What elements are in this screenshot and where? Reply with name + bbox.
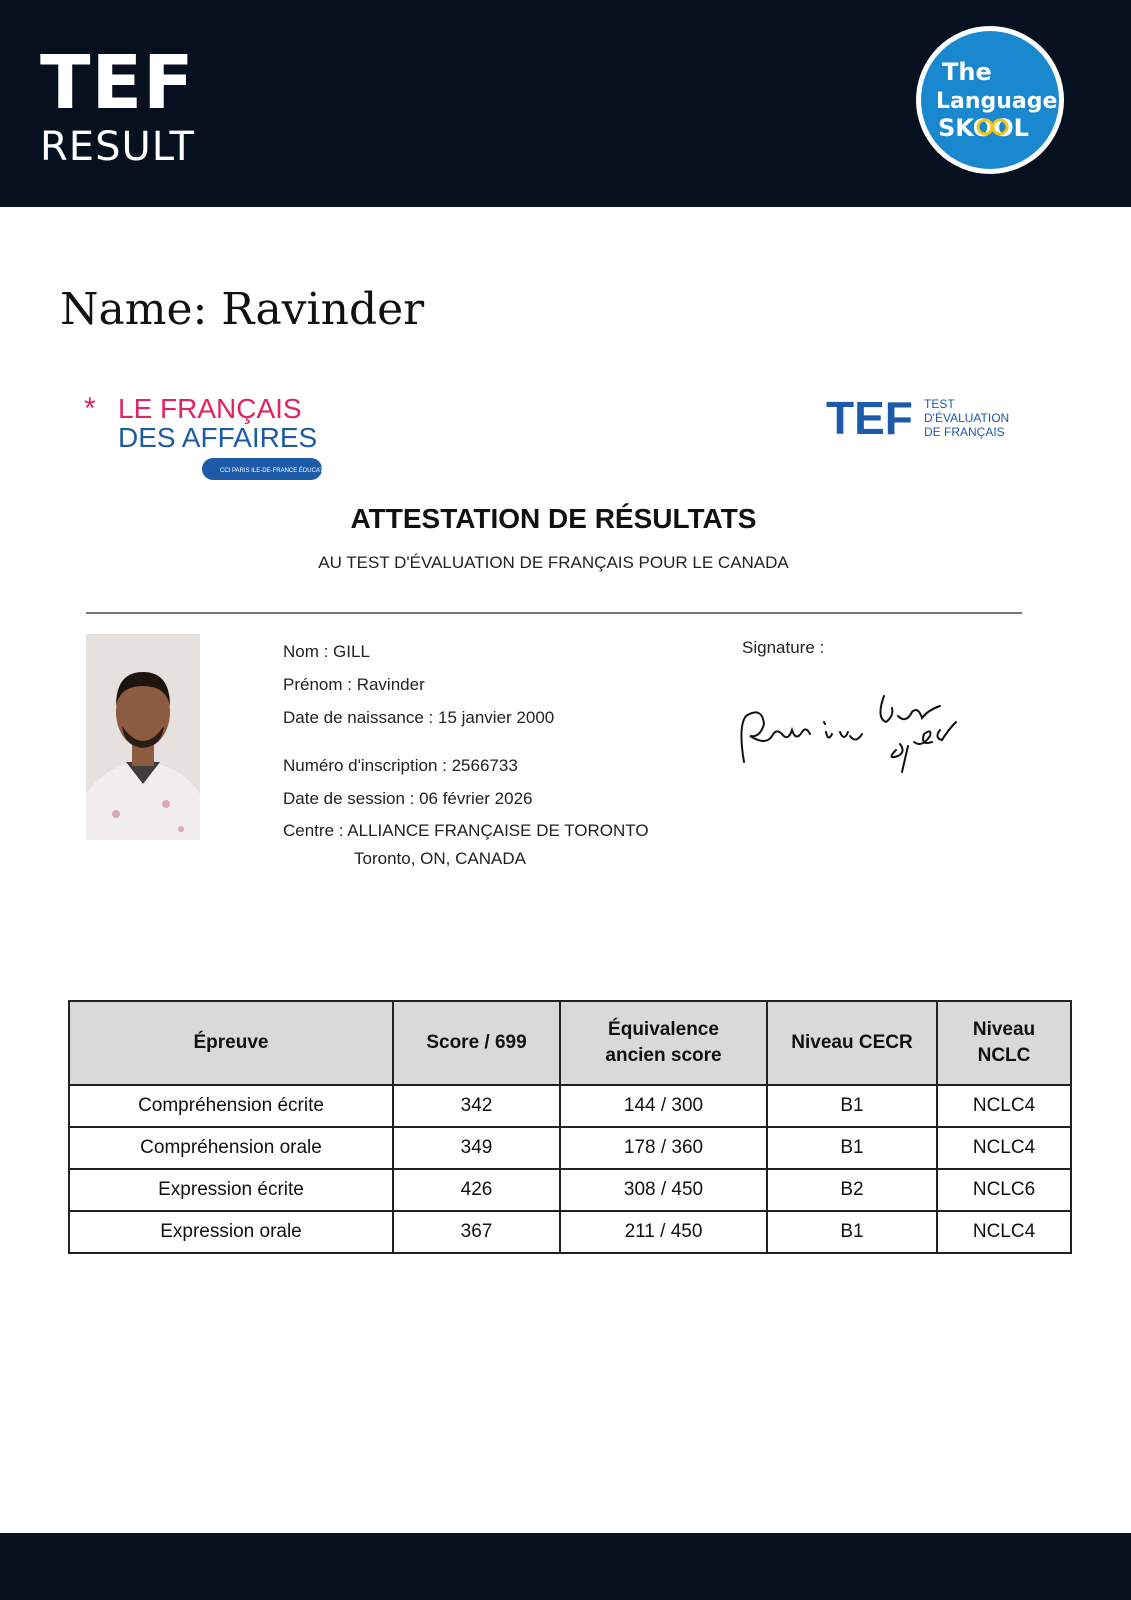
candidate-name-heading: Name: Ravinder	[60, 284, 425, 335]
cell-score: 367	[393, 1211, 560, 1253]
candidate-photo	[86, 634, 200, 840]
cell-equivalence: 308 / 450	[560, 1169, 767, 1211]
cell-epreuve: Expression orale	[69, 1211, 393, 1253]
header-banner	[0, 0, 1131, 207]
header-niveau-nclc: Niveau NCLC	[937, 1001, 1071, 1085]
header-niveau-cecr: Niveau CECR	[767, 1001, 937, 1085]
table-row	[69, 1127, 1071, 1169]
field-nom: Nom : GILL	[283, 642, 370, 661]
cell-equivalence: 178 / 360	[560, 1127, 767, 1169]
cell-epreuve: Compréhension orale	[69, 1127, 393, 1169]
language-skool-logo	[914, 24, 1066, 176]
cell-score: 426	[393, 1169, 560, 1211]
tef-mark: TEF	[826, 394, 913, 442]
signature-label: Signature :	[742, 638, 825, 657]
cell-cecr: B2	[767, 1169, 937, 1211]
tef-logo-line3: DE FRANÇAIS	[924, 425, 1005, 439]
cell-score: 342	[393, 1085, 560, 1127]
table-row	[69, 1211, 1071, 1253]
header-subtitle: RESULT	[40, 124, 195, 170]
lfa-line1: LE FRANÇAIS	[118, 393, 302, 424]
cell-equivalence: 144 / 300	[560, 1085, 767, 1127]
lfa-line2: DES AFFAIRES	[118, 422, 318, 453]
field-prenom: Prénom : Ravinder	[283, 675, 425, 694]
attestation-subtitle: AU TEST D'ÉVALUATION DE FRANÇAIS POUR LE CANADA	[318, 553, 789, 572]
cell-epreuve: Compréhension écrite	[69, 1085, 393, 1127]
cell-equivalence: 211 / 450	[560, 1211, 767, 1253]
header-title: TEF	[40, 40, 195, 126]
tef-logo-line1: TEST	[924, 397, 955, 411]
cell-epreuve: Expression écrite	[69, 1169, 393, 1211]
field-centre-city: Toronto, ON, CANADA	[354, 849, 526, 868]
results-table	[68, 1000, 1072, 1254]
field-centre: Centre : ALLIANCE FRANÇAISE DE TORONTO	[283, 821, 649, 840]
field-numero-inscription: Numéro d'inscription : 2566733	[283, 756, 518, 775]
table-row	[69, 1169, 1071, 1211]
cell-nclc: NCLC4	[937, 1127, 1071, 1169]
cell-nclc: NCLC4	[937, 1211, 1071, 1253]
cell-nclc: NCLC6	[937, 1169, 1071, 1211]
tef-logo-line2: D'ÉVALUATION	[924, 411, 1010, 425]
cell-cecr: B1	[767, 1211, 937, 1253]
header-equivalence: Équivalence ancien score	[560, 1001, 767, 1085]
cell-cecr: B1	[767, 1085, 937, 1127]
cell-nclc: NCLC4	[937, 1085, 1071, 1127]
table-row	[69, 1085, 1071, 1127]
le-francais-des-affaires-logo	[84, 390, 334, 482]
logo-text-the: The	[942, 58, 992, 86]
results-header-row	[69, 1001, 1071, 1085]
field-date-naissance: Date de naissance : 15 janvier 2000	[283, 708, 555, 727]
logo-text-skool: SKOOL	[938, 114, 1029, 142]
footer-banner	[0, 1533, 1131, 1600]
cell-cecr: B1	[767, 1127, 937, 1169]
field-date-session: Date de session : 06 février 2026	[283, 789, 533, 808]
header-score: Score / 699	[393, 1001, 560, 1085]
header-epreuve: Épreuve	[69, 1001, 393, 1085]
handwritten-signature	[736, 686, 976, 790]
cci-badge-text: CCI PARIS ILE-DE-FRANCE ÉDUCATION	[220, 468, 334, 474]
cell-score: 349	[393, 1127, 560, 1169]
logo-text-language: Language	[936, 89, 1058, 114]
tef-logo	[826, 394, 1022, 442]
divider-line	[86, 612, 1022, 614]
attestation-title: ATTESTATION DE RÉSULTATS	[350, 503, 757, 534]
lfa-asterisk-icon: *	[84, 392, 96, 425]
